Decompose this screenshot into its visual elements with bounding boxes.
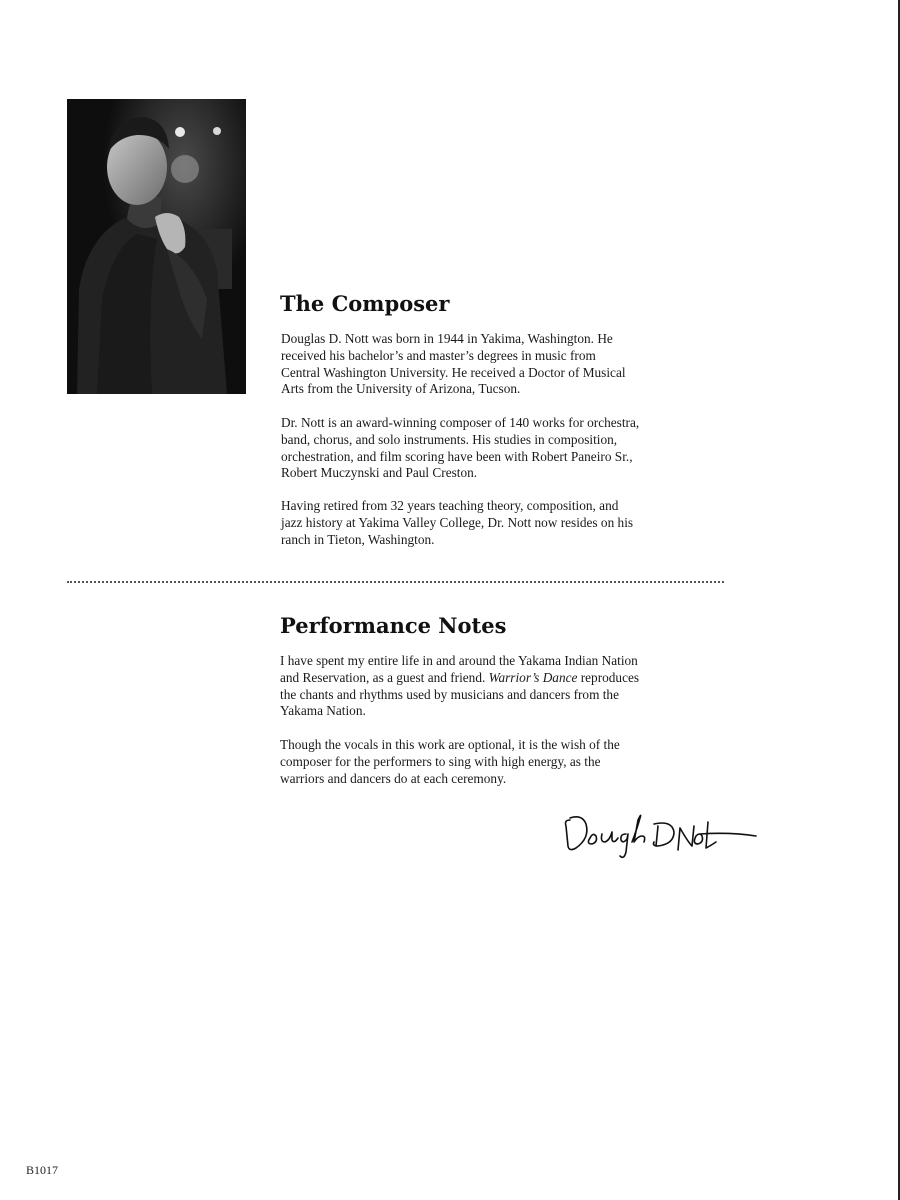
text-line: reproduces bbox=[577, 669, 640, 685]
work-title: Warrior’s Dance bbox=[488, 669, 578, 685]
text-line: I have spent my entire life in and around the Yakama Indian Nation bbox=[280, 653, 638, 668]
text-line: orchestration, and film scoring have been with Robert Paneiro Sr., bbox=[281, 448, 633, 464]
signature-icon bbox=[560, 806, 760, 866]
text-line: Douglas D. Nott was born in 1944 in Yakima, Washington. He bbox=[281, 331, 613, 346]
text-line: ranch in Tieton, Washington. bbox=[281, 531, 435, 547]
catalog-code: B1017 bbox=[26, 1163, 59, 1177]
text-line: Having retired from 32 years teaching theory, composition, and bbox=[281, 498, 619, 513]
signature bbox=[560, 806, 760, 866]
text-line: Central Washington University. He received a Doctor of Musical bbox=[281, 364, 626, 380]
text-line: band, chorus, and solo instruments. His studies in composition, bbox=[281, 431, 618, 447]
performance-notes-paragraph-1 bbox=[280, 653, 720, 720]
composer-heading: The Composer bbox=[280, 291, 450, 316]
text-line: received his bachelor’s and master’s degrees in music from bbox=[281, 347, 596, 363]
composer-portrait-icon bbox=[67, 99, 246, 394]
composer-photo bbox=[67, 99, 246, 394]
text-line: jazz history at Yakima Valley College, Dr. Nott now resides on his bbox=[281, 514, 634, 530]
text-line: Arts from the University of Arizona, Tucson. bbox=[281, 381, 521, 397]
text-line: Dr. Nott is an award-winning composer of 140 works for orchestra, bbox=[281, 415, 640, 430]
composer-paragraph-3 bbox=[281, 498, 721, 548]
composer-paragraph-1 bbox=[281, 331, 721, 398]
text-line: Yakama Nation. bbox=[280, 703, 366, 719]
text-line: and Reservation, as a guest and friend. bbox=[280, 669, 489, 685]
text-line: warriors and dancers do at each ceremony. bbox=[280, 770, 507, 786]
performance-notes-heading: Performance Notes bbox=[280, 613, 507, 638]
text-line: Robert Muczynski and Paul Creston. bbox=[281, 465, 478, 481]
composer-paragraph-2 bbox=[281, 415, 721, 482]
text-line: Though the vocals in this work are optional, it is the wish of the bbox=[280, 737, 620, 752]
performance-notes-paragraph-2 bbox=[280, 737, 720, 787]
section-divider bbox=[67, 581, 724, 583]
text-line: the chants and rhythms used by musicians and dancers from the bbox=[280, 686, 619, 702]
text-line: composer for the performers to sing with high energy, as the bbox=[280, 753, 601, 769]
